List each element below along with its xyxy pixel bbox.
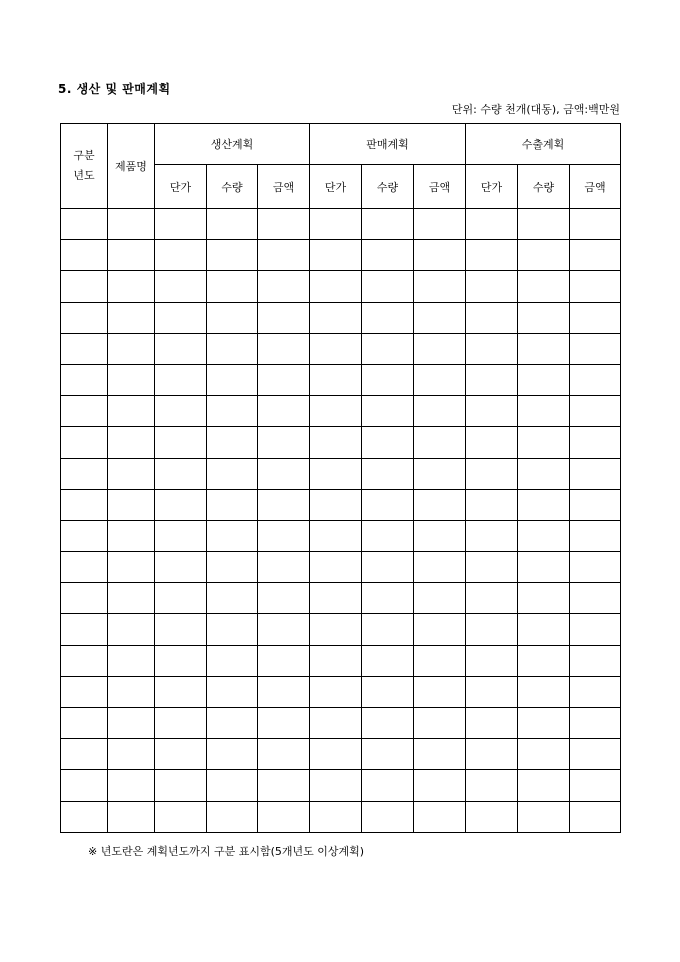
table-cell[interactable]	[61, 520, 108, 551]
table-cell[interactable]	[155, 364, 207, 395]
table-cell[interactable]	[518, 770, 570, 801]
table-cell[interactable]	[466, 333, 518, 364]
table-cell[interactable]	[108, 458, 155, 489]
table-cell[interactable]	[155, 614, 207, 645]
table-cell[interactable]	[258, 240, 310, 271]
table-cell[interactable]	[207, 489, 258, 520]
table-cell[interactable]	[570, 333, 621, 364]
table-cell[interactable]	[207, 520, 258, 551]
table-row	[61, 396, 621, 427]
table-cell[interactable]	[466, 708, 518, 739]
table-cell[interactable]	[362, 458, 414, 489]
table-cell[interactable]	[362, 583, 414, 614]
table-row	[61, 427, 621, 458]
table-cell[interactable]	[518, 271, 570, 302]
table-cell[interactable]	[362, 302, 414, 333]
table-cell[interactable]	[466, 302, 518, 333]
table-cell[interactable]	[466, 583, 518, 614]
table-cell[interactable]	[310, 209, 362, 240]
table-cell[interactable]	[108, 739, 155, 770]
table-cell[interactable]	[362, 396, 414, 427]
table-cell[interactable]	[466, 489, 518, 520]
table-cell[interactable]	[518, 240, 570, 271]
table-cell[interactable]	[258, 209, 310, 240]
table-cell[interactable]	[108, 801, 155, 832]
table-cell[interactable]	[207, 302, 258, 333]
table-cell[interactable]	[518, 552, 570, 583]
table-cell[interactable]	[61, 489, 108, 520]
table-cell[interactable]	[570, 240, 621, 271]
table-cell[interactable]	[258, 708, 310, 739]
table-cell[interactable]	[258, 552, 310, 583]
table-cell[interactable]	[207, 645, 258, 676]
table-body	[61, 209, 621, 833]
table-cell[interactable]	[362, 271, 414, 302]
table-cell[interactable]	[570, 302, 621, 333]
header-production-plan: 생산계획	[155, 124, 310, 165]
table-cell[interactable]	[207, 770, 258, 801]
table-cell[interactable]	[570, 520, 621, 551]
table-cell[interactable]	[258, 271, 310, 302]
table-cell[interactable]	[155, 271, 207, 302]
subheader-unit-price: 단가	[155, 165, 207, 209]
table-cell[interactable]	[466, 770, 518, 801]
table-cell[interactable]	[362, 676, 414, 707]
table-cell[interactable]	[466, 271, 518, 302]
table-cell[interactable]	[310, 271, 362, 302]
table-cell[interactable]	[155, 209, 207, 240]
table-cell[interactable]	[207, 801, 258, 832]
table-row	[61, 676, 621, 707]
unit-note: 단위: 수량 천개(대동), 금액:백만원	[451, 103, 620, 116]
table-cell[interactable]	[310, 739, 362, 770]
subheader-amount: 금액	[414, 165, 466, 209]
header-gubun-year	[61, 124, 108, 209]
table-cell[interactable]	[570, 364, 621, 395]
table-cell[interactable]	[61, 240, 108, 271]
table-row	[61, 209, 621, 240]
table-cell[interactable]	[570, 801, 621, 832]
table-cell[interactable]	[61, 364, 108, 395]
header-sales-plan: 판매계획	[310, 124, 466, 165]
table-cell[interactable]	[61, 302, 108, 333]
table-cell[interactable]	[108, 614, 155, 645]
header-gubun: 구분	[73, 149, 95, 162]
table-cell[interactable]	[258, 645, 310, 676]
header-export-plan: 수출계획	[466, 124, 621, 165]
table-cell[interactable]	[570, 427, 621, 458]
table-cell[interactable]	[362, 209, 414, 240]
table-cell[interactable]	[155, 427, 207, 458]
table-row	[61, 614, 621, 645]
table-row	[61, 302, 621, 333]
table-cell[interactable]	[518, 801, 570, 832]
table-cell[interactable]	[570, 271, 621, 302]
table-cell[interactable]	[466, 676, 518, 707]
table-cell[interactable]	[414, 458, 466, 489]
table-cell[interactable]	[155, 739, 207, 770]
table-cell[interactable]	[362, 364, 414, 395]
table-cell[interactable]	[310, 708, 362, 739]
table-cell[interactable]	[414, 614, 466, 645]
table-cell[interactable]	[207, 739, 258, 770]
table-cell[interactable]	[518, 333, 570, 364]
table-cell[interactable]	[518, 645, 570, 676]
table-cell[interactable]	[155, 240, 207, 271]
table-cell[interactable]	[108, 302, 155, 333]
table-cell[interactable]	[108, 520, 155, 551]
table-cell[interactable]	[258, 364, 310, 395]
table-cell[interactable]	[414, 427, 466, 458]
table-cell[interactable]	[258, 801, 310, 832]
subheader-amount: 금액	[570, 165, 621, 209]
table-cell[interactable]	[207, 614, 258, 645]
table-cell[interactable]	[518, 302, 570, 333]
table-cell[interactable]	[258, 583, 310, 614]
subheader-unit-price: 단가	[466, 165, 518, 209]
table-cell[interactable]	[310, 770, 362, 801]
table-cell[interactable]	[570, 739, 621, 770]
table-cell[interactable]	[155, 801, 207, 832]
table-cell[interactable]	[258, 614, 310, 645]
table-cell[interactable]	[258, 489, 310, 520]
table-cell[interactable]	[207, 333, 258, 364]
table-cell[interactable]	[155, 396, 207, 427]
table-cell[interactable]	[108, 364, 155, 395]
table-cell[interactable]	[414, 739, 466, 770]
table-cell[interactable]	[414, 209, 466, 240]
table-cell[interactable]	[414, 489, 466, 520]
table-cell[interactable]	[155, 458, 207, 489]
table-cell[interactable]	[466, 209, 518, 240]
table-cell[interactable]	[414, 302, 466, 333]
table-cell[interactable]	[108, 552, 155, 583]
table-cell[interactable]	[155, 645, 207, 676]
table-cell[interactable]	[258, 739, 310, 770]
table-cell[interactable]	[570, 458, 621, 489]
section-title: 5. 생산 및 판매계획	[58, 82, 171, 96]
table-cell[interactable]	[570, 770, 621, 801]
table-cell[interactable]	[108, 271, 155, 302]
table-cell[interactable]	[258, 302, 310, 333]
table-cell[interactable]	[155, 333, 207, 364]
table-cell[interactable]	[362, 427, 414, 458]
table-cell[interactable]	[518, 458, 570, 489]
table-row	[61, 364, 621, 395]
table-row	[61, 552, 621, 583]
table-cell[interactable]	[258, 676, 310, 707]
table-cell[interactable]	[466, 240, 518, 271]
table-cell[interactable]	[61, 708, 108, 739]
table-cell[interactable]	[570, 489, 621, 520]
table-cell[interactable]	[108, 645, 155, 676]
table-cell[interactable]	[61, 333, 108, 364]
table-cell[interactable]	[414, 770, 466, 801]
table-cell[interactable]	[414, 645, 466, 676]
table-row	[61, 770, 621, 801]
table-cell[interactable]	[466, 739, 518, 770]
table-cell[interactable]	[466, 427, 518, 458]
table-row	[61, 520, 621, 551]
table-cell[interactable]	[518, 520, 570, 551]
table-cell[interactable]	[108, 770, 155, 801]
table-cell[interactable]	[414, 676, 466, 707]
table-row	[61, 801, 621, 832]
header-product-name: 제품명	[108, 124, 155, 209]
table-cell[interactable]	[362, 645, 414, 676]
table-cell[interactable]	[570, 708, 621, 739]
table-cell[interactable]	[155, 770, 207, 801]
table-cell[interactable]	[518, 583, 570, 614]
table-cell[interactable]	[258, 520, 310, 551]
table-cell[interactable]	[61, 801, 108, 832]
table-cell[interactable]	[414, 396, 466, 427]
table-cell[interactable]	[570, 396, 621, 427]
table-cell[interactable]	[258, 427, 310, 458]
table-cell[interactable]	[61, 583, 108, 614]
table-cell[interactable]	[414, 271, 466, 302]
table-cell[interactable]	[518, 427, 570, 458]
table-cell[interactable]	[108, 396, 155, 427]
table-cell[interactable]	[310, 396, 362, 427]
table-cell[interactable]	[414, 801, 466, 832]
table-cell[interactable]	[155, 552, 207, 583]
table-cell[interactable]	[108, 427, 155, 458]
table-cell[interactable]	[155, 489, 207, 520]
table-cell[interactable]	[414, 333, 466, 364]
table-cell[interactable]	[466, 520, 518, 551]
table-cell[interactable]	[108, 333, 155, 364]
table-cell[interactable]	[466, 645, 518, 676]
table-cell[interactable]	[155, 520, 207, 551]
subheader-unit-price: 단가	[310, 165, 362, 209]
table-row	[61, 271, 621, 302]
table-cell[interactable]	[207, 240, 258, 271]
table-cell[interactable]	[518, 489, 570, 520]
table-cell[interactable]	[310, 364, 362, 395]
table-cell[interactable]	[61, 271, 108, 302]
table-cell[interactable]	[362, 614, 414, 645]
table-cell[interactable]	[207, 552, 258, 583]
table-cell[interactable]	[207, 427, 258, 458]
table-row	[61, 645, 621, 676]
table-cell[interactable]	[518, 209, 570, 240]
table-cell[interactable]	[570, 676, 621, 707]
table-cell[interactable]	[414, 364, 466, 395]
table-cell[interactable]	[362, 489, 414, 520]
table-cell[interactable]	[155, 583, 207, 614]
table-cell[interactable]	[207, 458, 258, 489]
table-cell[interactable]	[414, 552, 466, 583]
table-cell[interactable]	[362, 708, 414, 739]
table-cell[interactable]	[310, 427, 362, 458]
table-cell[interactable]	[155, 676, 207, 707]
table-cell[interactable]	[362, 552, 414, 583]
table-cell[interactable]	[61, 552, 108, 583]
table-cell[interactable]	[570, 614, 621, 645]
table-row	[61, 333, 621, 364]
table-cell[interactable]	[310, 801, 362, 832]
table-cell[interactable]	[518, 396, 570, 427]
table-cell[interactable]	[466, 458, 518, 489]
table-cell[interactable]	[466, 614, 518, 645]
table-cell[interactable]	[108, 583, 155, 614]
table-cell[interactable]	[61, 739, 108, 770]
table-cell[interactable]	[310, 458, 362, 489]
table-cell[interactable]	[258, 333, 310, 364]
table-cell[interactable]	[466, 552, 518, 583]
table-cell[interactable]	[570, 552, 621, 583]
table-cell[interactable]	[108, 489, 155, 520]
table-cell[interactable]	[310, 583, 362, 614]
table-cell[interactable]	[258, 396, 310, 427]
table-cell[interactable]	[108, 209, 155, 240]
table-cell[interactable]	[310, 552, 362, 583]
table-cell[interactable]	[108, 676, 155, 707]
table-cell[interactable]	[207, 583, 258, 614]
table-cell[interactable]	[570, 645, 621, 676]
table-cell[interactable]	[518, 364, 570, 395]
header-year: 년도	[73, 169, 95, 182]
table-cell[interactable]	[518, 676, 570, 707]
table-cell[interactable]	[61, 614, 108, 645]
subheader-quantity: 수량	[207, 165, 258, 209]
table-cell[interactable]	[61, 676, 108, 707]
table-cell[interactable]	[466, 396, 518, 427]
table-row	[61, 240, 621, 271]
table-cell[interactable]	[414, 240, 466, 271]
table-cell[interactable]	[310, 489, 362, 520]
table-cell[interactable]	[108, 708, 155, 739]
table-cell[interactable]	[310, 333, 362, 364]
table-row	[61, 583, 621, 614]
table-cell[interactable]	[570, 209, 621, 240]
table-cell[interactable]	[207, 271, 258, 302]
table-cell[interactable]	[362, 770, 414, 801]
table-cell[interactable]	[155, 708, 207, 739]
table-cell[interactable]	[207, 209, 258, 240]
table-cell[interactable]	[414, 520, 466, 551]
table-cell[interactable]	[310, 614, 362, 645]
table-cell[interactable]	[518, 708, 570, 739]
production-sales-plan-table	[60, 123, 621, 833]
table-cell[interactable]	[207, 708, 258, 739]
table-cell[interactable]	[310, 676, 362, 707]
table-cell[interactable]	[61, 427, 108, 458]
table-cell[interactable]	[310, 520, 362, 551]
subheader-quantity: 수량	[518, 165, 570, 209]
table-cell[interactable]	[61, 458, 108, 489]
table-row	[61, 489, 621, 520]
subheader-quantity: 수량	[362, 165, 414, 209]
table-cell[interactable]	[570, 583, 621, 614]
table-cell[interactable]	[310, 240, 362, 271]
table-cell[interactable]	[362, 520, 414, 551]
table-cell[interactable]	[258, 770, 310, 801]
table-cell[interactable]	[61, 645, 108, 676]
table-cell[interactable]	[207, 364, 258, 395]
table-cell[interactable]	[155, 302, 207, 333]
table-cell[interactable]	[518, 614, 570, 645]
table-row	[61, 739, 621, 770]
table-cell[interactable]	[258, 458, 310, 489]
table-cell[interactable]	[310, 645, 362, 676]
table-row	[61, 708, 621, 739]
table-cell[interactable]	[61, 209, 108, 240]
table-cell[interactable]	[466, 801, 518, 832]
table-cell[interactable]	[414, 708, 466, 739]
table-row	[61, 458, 621, 489]
table-cell[interactable]	[362, 739, 414, 770]
table-cell[interactable]	[518, 739, 570, 770]
footnote: ※ 년도란은 계획년도까지 구분 표시함(5개년도 이상계획)	[88, 845, 365, 858]
table-cell[interactable]	[362, 801, 414, 832]
table-cell[interactable]	[310, 302, 362, 333]
table-cell[interactable]	[61, 770, 108, 801]
table-cell[interactable]	[362, 240, 414, 271]
table-cell[interactable]	[207, 396, 258, 427]
subheader-amount: 금액	[258, 165, 310, 209]
table-cell[interactable]	[466, 364, 518, 395]
table-cell[interactable]	[61, 396, 108, 427]
table-cell[interactable]	[414, 583, 466, 614]
table-cell[interactable]	[207, 676, 258, 707]
table-cell[interactable]	[108, 240, 155, 271]
table-cell[interactable]	[362, 333, 414, 364]
